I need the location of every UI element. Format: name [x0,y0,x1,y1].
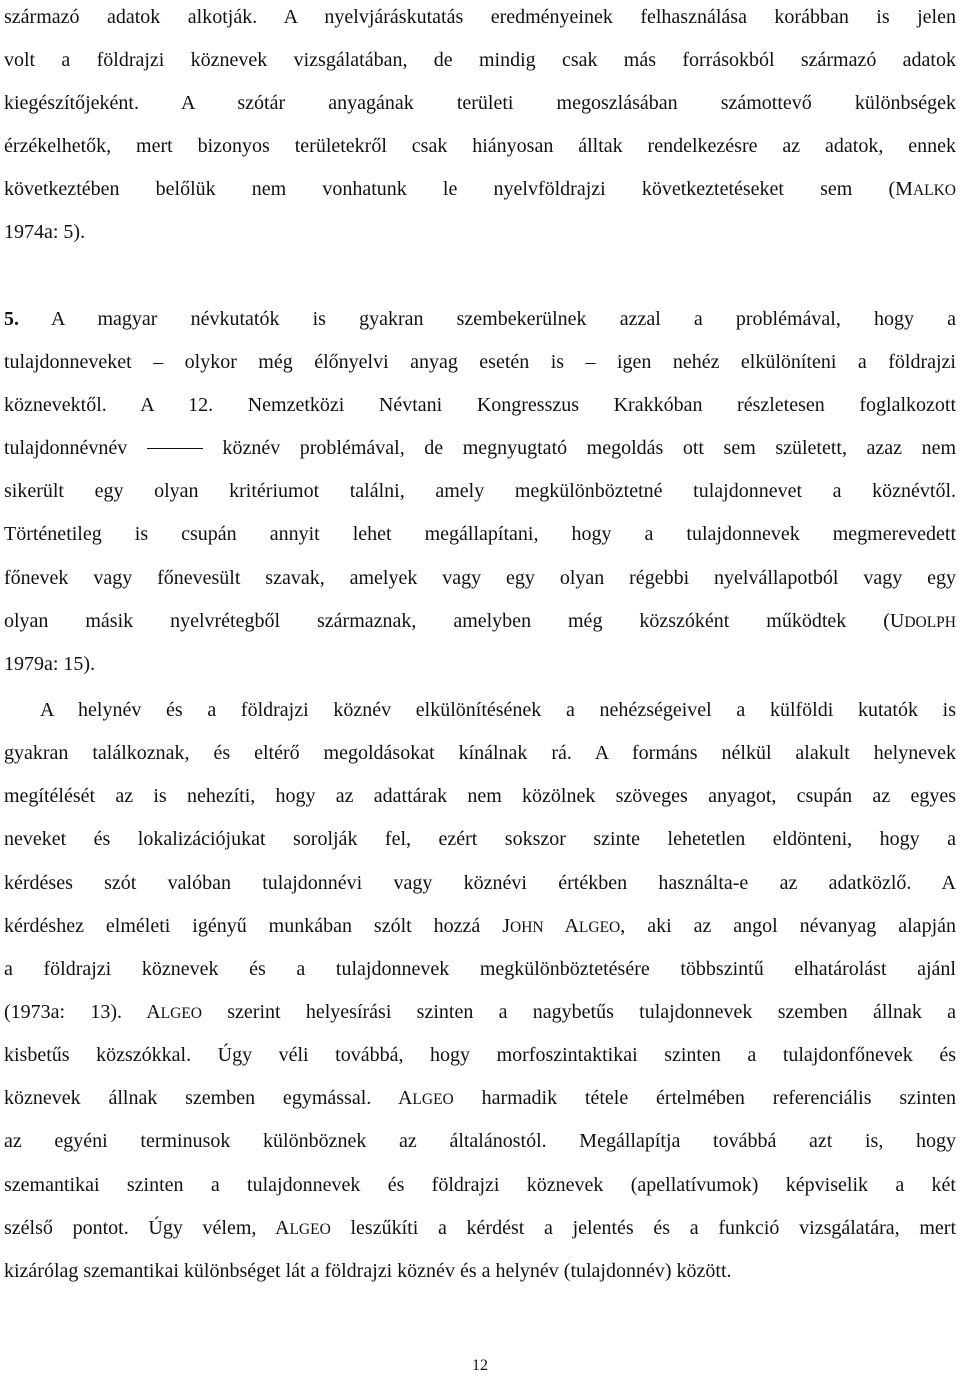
text-line: főnevek vagy főnevesült szavak, amelyek vagy egy olyan régebbi nyelvállapotból vagy egy [4,567,956,589]
text-line: 1974a: 5). [4,221,86,243]
author-smallcaps: LGEO [289,1221,331,1238]
text-line: kizárólag szemantikai különbséget lát a földrajzi köznév és a helynév (tulajdonnév) között. [4,1260,732,1282]
text-line: szélső pontot. Úgy vélem, ALGEO leszűkíti a kérdést a jelentés és a funkció vizsgálatára, mert [4,1217,956,1239]
text-line: A helynév és a földrajzi köznév elkülönítésének a nehézségeivel a külföldi kutatók is [40,699,956,721]
text-line: kérdéshez elméleti igényű munkában szólt hozzá JOHN ALGEO, aki az angol névanyag alapján [4,915,956,937]
text-line: kérdéses szót valóban tulajdonnévi vagy köznévi értékben használta-e az adatközlő. A [4,872,956,894]
text-line: neveket és lokalizációjukat sorolják fel, ezért sokszor szinte lehetetlen eldönteni, hogy a [4,828,956,850]
author-smallcaps: LGEO [160,1005,202,1022]
text-line: köznevek állnak szemben egymással. ALGEO harmadik tétele értelmében referenciális szinten [4,1087,956,1109]
page-number: 12 [472,1357,488,1374]
text-line: 5. A magyar névkutatók is gyakran szembekerülnek azzal a problémával, hogy a [4,308,956,330]
text-line: következtében belőlük nem vonhatunk le nyelvföldrajzi következtetéseket sem (MALKO [4,178,956,200]
author-smallcaps: DOLPH [904,614,956,631]
text-line: kiegészítőjeként. A szótár anyagának területi megoszlásában számottevő különbségek [4,92,956,114]
text-line: kisbetűs közszókkal. Úgy véli továbbá, hogy morfoszintaktikai szinten a tulajdonfőnevek és [4,1044,956,1066]
text-line: Történetileg is csupán annyit lehet megállapítani, hogy a tulajdonnevek megmerevedett [4,523,956,545]
long-dash [147,448,203,449]
text-line: olyan másik nyelvrétegből származnak, amelyben még közszóként működtek (UDOLPH [4,610,956,632]
text-line: megítélését az is nehezíti, hogy az adattárak nem közölnek szöveges anyagot, csupán az egyes [4,785,956,807]
text-line: szemantikai szinten a tulajdonnevek és földrajzi köznevek (apellatívumok) képviselik a két [4,1174,956,1196]
section-number: 5. [4,308,19,330]
text-line: tulajdonnévnév köznév problémával, de megnyugtató megoldás ott sem született, azaz nem [4,437,957,459]
text-line: volt a földrajzi köznevek vizsgálatában, de mindig csak más forrásokból származó adatok [4,49,956,71]
text-line: tulajdonneveket – olykor még élőnyelvi anyag esetén is – igen nehéz elkülöníteni a földrajzi [4,351,956,373]
text-line: érzékelhetők, mert bizonyos területekről csak hiányosan álltak rendelkezésre az adatok, ennek [4,135,956,157]
author-smallcaps: ALKO [912,182,956,199]
text-line: a földrajzi köznevek és a tulajdonnevek megkülönböztetésére többszintű elhatárolást ajánl [4,958,956,980]
text-line: köznevektől. A 12. Nemzetközi Névtani Kongresszus Krakkóban részletesen foglalkozott [4,394,956,416]
text-line: származó adatok alkotják. A nyelvjáráskutatás eredményeinek felhasználása korábban is jelen [4,6,956,28]
text-line: 1979a: 15). [4,653,96,675]
text-line: az egyéni terminusok különböznek az általánostól. Megállapítja továbbá azt is, hogy [4,1130,956,1152]
author-smallcaps: OHN [510,919,544,936]
text-line: sikerült egy olyan kritériumot találni, amely megkülönböztetné tulajdonnevet a köznévtől. [4,480,956,502]
author-smallcaps: LGEO [578,919,621,936]
author-smallcaps: LGEO [412,1091,454,1108]
text-line: gyakran találkoznak, és eltérő megoldásokat kínálnak rá. A formáns nélkül alakult helynevek [4,742,956,764]
text-line: (1973a: 13). ALGEO szerint helyesírási szinten a nagybetűs tulajdonnevek szemben állnak a [4,1001,956,1023]
